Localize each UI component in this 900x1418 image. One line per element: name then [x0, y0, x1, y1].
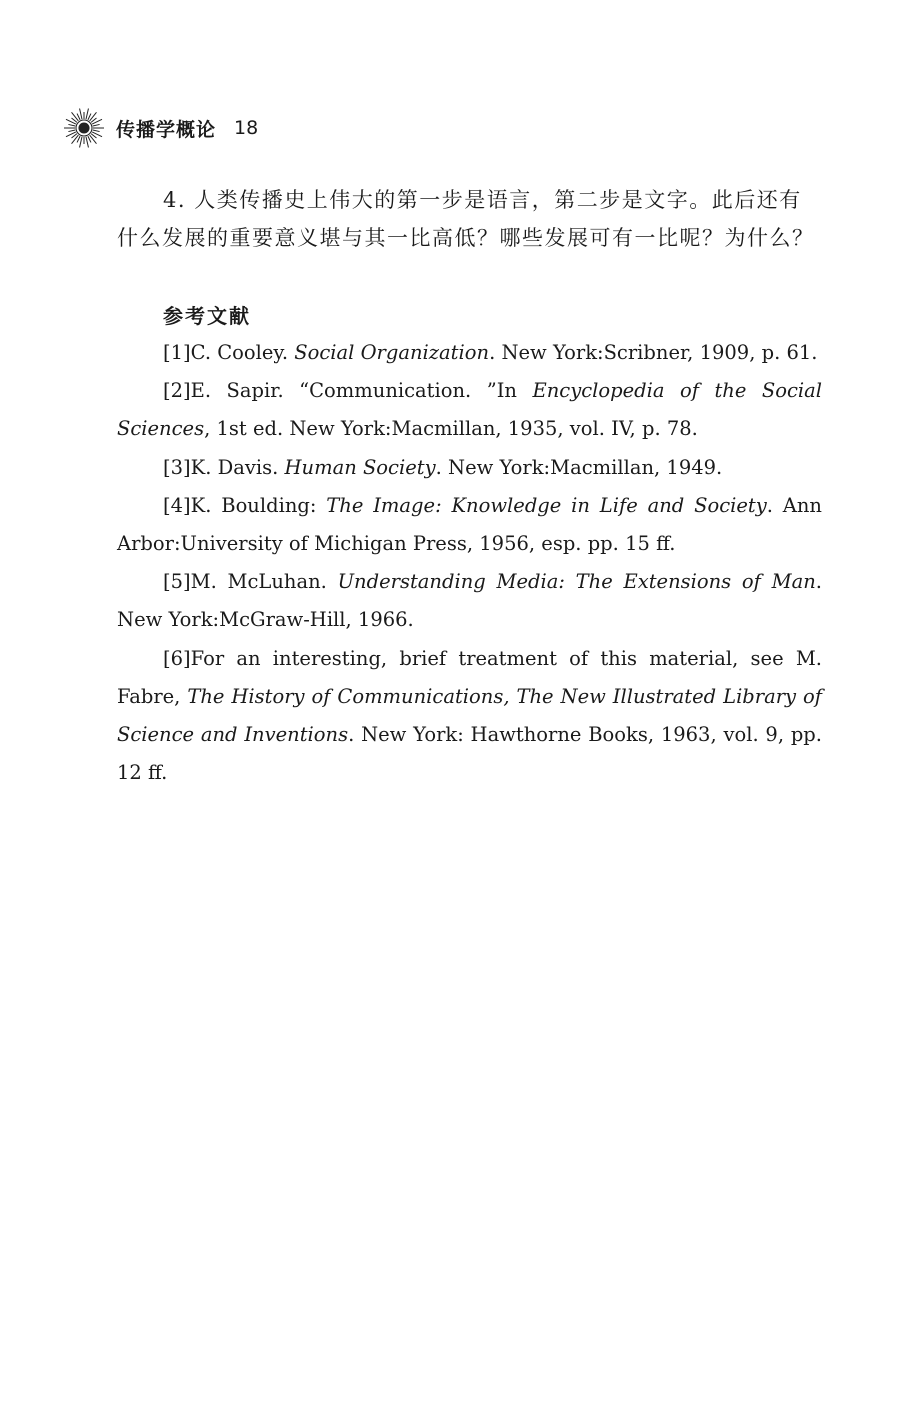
reference-item [117, 640, 822, 793]
reference-number: [4] [163, 493, 191, 517]
reference-title: Human Society [284, 455, 436, 479]
discussion-question [117, 181, 822, 257]
reference-publication: . Ann Arbor:University of Michigan Press, 1956, esp. pp. 15 ff. [117, 493, 822, 556]
reference-author: K. Boulding: [190, 493, 327, 517]
reference-list [117, 334, 822, 792]
reference-number: [6] [163, 646, 191, 670]
reference-author: M. McLuhan. [190, 570, 338, 594]
reference-number: [3] [163, 455, 191, 479]
reference-title: Understanding Media: The Extensions of Man [337, 570, 816, 594]
running-header [62, 104, 258, 152]
book-title: 传播学概论 [116, 118, 217, 141]
reference-title: Encyclopedia of the Social Sciences [117, 379, 823, 441]
reference-title: Social Organization [294, 341, 490, 364]
reference-author: E. Sapir. “Communication. ”In [190, 379, 533, 403]
reference-item [117, 334, 822, 372]
reference-title: The Image: Knowledge in Life and Society [326, 493, 767, 517]
reference-publication: . New York:McGraw-Hill, 1966. [117, 570, 822, 632]
sunburst-ornament-icon [62, 106, 106, 150]
reference-publication: . New York:Scribner, 1909, p. 61. [489, 341, 818, 364]
reference-publication: , 1st ed. New York:Macmillan, 1935, vol. IV, p. 78. [204, 417, 698, 441]
reference-item [117, 487, 822, 563]
reference-title: The History of Communications, The New Illustrated Library of Science and Inventions [117, 684, 822, 747]
references-heading: 参考文献 [163, 304, 251, 328]
reference-item [117, 372, 822, 448]
reference-number: [1] [163, 341, 191, 364]
reference-number: [2] [163, 379, 191, 403]
question-line-2: 什么发展的重要意义堪与其一比高低？哪些发展可有一比呢？为什么？ [117, 226, 815, 250]
reference-item [117, 563, 822, 639]
reference-author: C. Cooley. [190, 341, 295, 364]
reference-publication: . New York:Macmillan, 1949. [435, 455, 723, 479]
reference-author: For an interesting, brief treatment of this material, see M. Fabre, [117, 646, 822, 708]
reference-author: K. Davis. [190, 455, 285, 479]
reference-publication: . New York: Hawthorne Books, 1963, vol. 9, pp. 12 ff. [117, 723, 822, 785]
reference-number: [5] [163, 570, 191, 594]
reference-item [117, 449, 822, 487]
page-number: 18 [234, 117, 259, 139]
question-line-1: 4. 人类传播史上伟大的第一步是语言，第二步是文字。此后还有 [163, 188, 802, 212]
